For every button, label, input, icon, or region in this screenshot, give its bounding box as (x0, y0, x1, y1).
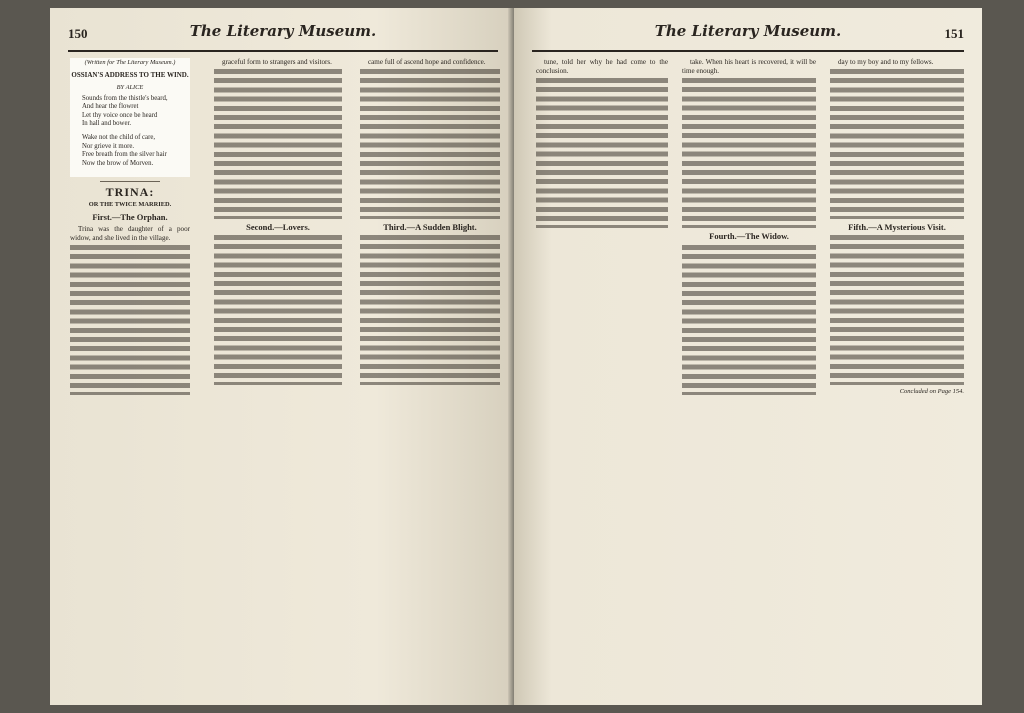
body-text-filler (70, 245, 190, 395)
body-text-filler (214, 69, 342, 219)
story-subtitle: OR THE TWICE MARRIED. (88, 200, 172, 208)
page-number-left: 150 (68, 26, 88, 41)
body-text-filler (360, 235, 500, 385)
body-text-filler (830, 235, 964, 385)
continued-note: Concluded on Page 154. (899, 388, 964, 396)
body-text-filler (214, 235, 342, 385)
right-column-2 (682, 58, 816, 693)
right-column-1 (536, 58, 668, 693)
chapter-heading-first: First.—The Orphan. (92, 211, 168, 222)
chapter-heading-fourth: Fourth.—The Widow. (709, 231, 789, 242)
chapter-heading-fifth: Fifth.—A Mysterious Visit. (848, 222, 946, 233)
poem-stanza: Wake not the child of care, Nor grieve it more. Free breath from the silver hair Now the brow of Morven. (82, 133, 167, 167)
header-rule-left (68, 50, 498, 52)
chapter-heading-second: Second.—Lovers. (246, 222, 310, 233)
header-rule-right (532, 50, 964, 52)
left-column-3 (360, 58, 500, 693)
poem-title: OSSIAN'S ADDRESS TO THE WIND. (71, 71, 189, 80)
body-text: tune, told her why he had come to the conclusion. (536, 58, 668, 76)
body-text-filler (682, 245, 816, 395)
poem-author: BY ALICE (116, 84, 144, 92)
poem-stanza: Sounds from the thistle's beard, And hear the flowret Let thy voice once be heard In hall and bower. (82, 94, 168, 128)
body-text-filler (682, 78, 816, 228)
story-title: TRINA: (105, 185, 155, 200)
page-number-right: 151 (944, 26, 964, 41)
running-head-right (532, 22, 964, 46)
chapter-heading-third: Third.—A Sudden Blight. (383, 222, 477, 233)
left-column-1 (70, 58, 190, 693)
right-page (514, 8, 982, 705)
body-text: graceful form to strangers and visitors. (222, 58, 332, 66)
body-text: day to my boy and to my fellows. (838, 58, 934, 66)
right-column-3 (830, 58, 964, 693)
masthead-left: The Literary Museum. (189, 22, 377, 40)
divider (100, 181, 160, 182)
body-text: Trina was the daughter of a poor widow, and she lived in the village. (70, 224, 190, 243)
body-text-filler (536, 78, 668, 228)
body-text: came full of ascend hope and confidence. (368, 58, 486, 66)
body-text-filler (830, 69, 964, 219)
left-column-2 (214, 58, 342, 693)
body-text-filler (360, 69, 500, 219)
left-page (50, 8, 516, 705)
running-head-left (68, 22, 498, 46)
poem-credit: (Written for The Literary Museum.) (84, 59, 176, 66)
body-text: take. When his heart is recovered, it will be time enough. (682, 58, 816, 76)
masthead-right: The Literary Museum. (654, 22, 842, 40)
